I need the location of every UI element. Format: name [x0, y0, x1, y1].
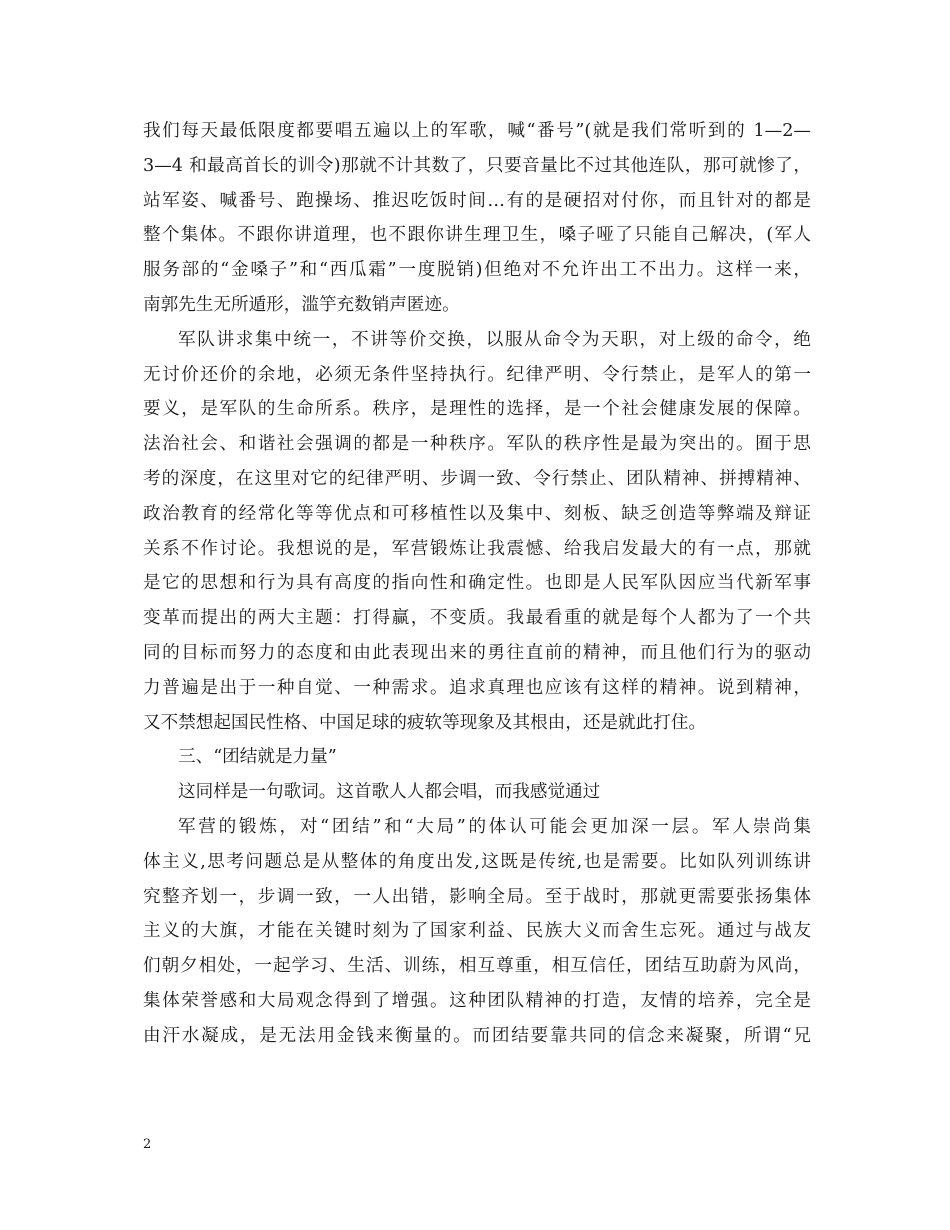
document-body [143, 114, 811, 1054]
text-line: 三、“团结就是力量” [178, 747, 337, 768]
text-line: 无讨价还价的余地，必须无条件坚持执行。纪律严明、令行禁止，是军人的第一 [143, 364, 811, 385]
text-line: 主义的大旗，才能在关键时刻为了国家利益、民族大义而舍生忘死。通过与战友 [143, 921, 811, 942]
text-line: 是它的思想和行为具有高度的指向性和确定性。也即是人民军队因应当代新军事 [143, 573, 811, 594]
text-line: 考的深度，在这里对它的纪律严明、步调一致、令行禁止、团队精神、拼搏精神、 [143, 468, 811, 489]
text-line: 这同样是一句歌词。这首歌人人都会唱，而我感觉通过 [178, 782, 601, 803]
page-number: 2 [143, 1137, 152, 1152]
text-line: 变革而提出的两大主题：打得赢，不变质。我最看重的就是每个人都为了一个共 [143, 608, 811, 629]
text-line: 服务部的“金嗓子”和“西瓜霜”一度脱销)但绝对不允许出工不出力。这样一来， [143, 260, 811, 281]
text-line: 关系不作讨论。我想说的是，军营锻炼让我震憾、给我启发最大的有一点，那就 [143, 538, 811, 559]
text-line: 政治教育的经常化等等优点和可移植性以及集中、刻板、缺乏创造等弊端及辩证 [143, 503, 811, 524]
text-line: 3—4 和最高首长的训令)那就不计其数了，只要音量比不过其他连队，那可就惨了， [143, 155, 811, 176]
text-line: 法治社会、和谐社会强调的都是一种秩序。军队的秩序性是最为突出的。囿于思 [143, 434, 811, 455]
text-line: 我们每天最低限度都要唱五遍以上的军歌，喊“番号”(就是我们常听到的 1—2— [143, 121, 811, 141]
text-line: 由汗水凝成，是无法用金钱来衡量的。而团结要靠共同的信念来凝聚，所谓“兄 [143, 1025, 811, 1046]
text-line: 体主义,思考问题总是从整体的角度出发,这既是传统,也是需要。比如队列训练讲 [143, 851, 811, 872]
text-line: 南郭先生无所遁形，滥竽充数销声匿迹。 [143, 294, 460, 315]
text-line: 军队讲求集中统一，不讲等价交换，以服从命令为天职，对上级的命令，绝 [178, 329, 811, 350]
text-line: 军营的锻炼，对“团结”和“大局”的体认可能会更加深一层。军人崇尚集 [178, 816, 811, 837]
text-line: 究整齐划一，步调一致，一人出错，影响全局。至于战时，那就更需要张扬集体 [143, 886, 811, 907]
text-line: 要义，是军队的生命所系。秩序，是理性的选择，是一个社会健康发展的保障。 [143, 399, 811, 420]
text-line: 力普遍是出于一种自觉、一种需求。追求真理也应该有这样的精神。说到精神， [143, 677, 811, 698]
text-line: 站军姿、喊番号、跑操场、推迟吃饭时间…有的是硬招对付你，而且针对的都是 [143, 190, 811, 211]
text-line: 又不禁想起国民性格、中国足球的疲软等现象及其根由，还是就此打住。 [143, 712, 707, 733]
text-line: 同的目标而努力的态度和由此表现出来的勇往直前的精神，而且他们行为的驱动 [143, 642, 811, 663]
text-line: 整个集体。不跟你讲道理，也不跟你讲生理卫生，嗓子哑了只能自己解决，(军人 [143, 225, 811, 246]
text-line: 们朝夕相处，一起学习、生活、训练，相互尊重，相互信任，团结互助蔚为风尚， [143, 956, 811, 977]
text-line: 集体荣誉感和大局观念得到了增强。这种团队精神的打造，友情的培养，完全是 [143, 990, 811, 1011]
